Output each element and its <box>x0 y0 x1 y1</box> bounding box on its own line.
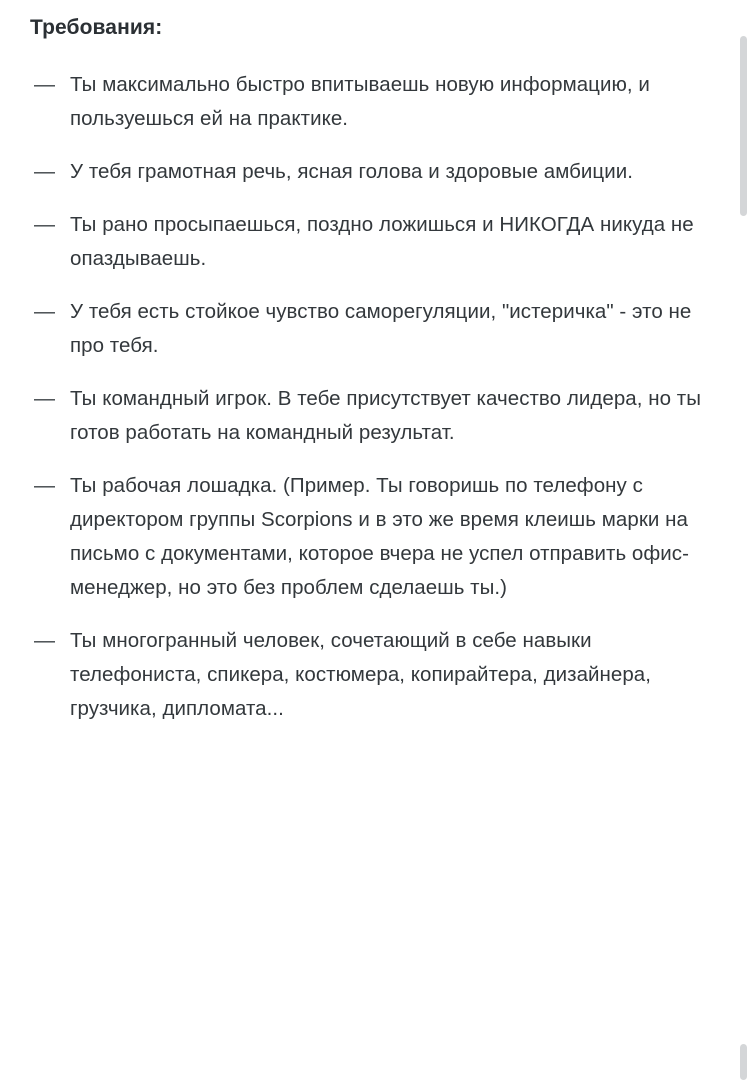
list-item <box>30 382 718 450</box>
vertical-scrollbar-thumb[interactable] <box>740 36 747 216</box>
dash-bullet-icon: — <box>34 387 55 410</box>
list-item <box>30 624 718 726</box>
list-item-text: Ты рано просыпаешься, поздно ложишься и НИКОГДА никуда не опаздываешь. <box>70 213 694 270</box>
list-item-text: У тебя грамотная речь, ясная голова и здоровые амбиции. <box>70 160 633 183</box>
list-item <box>30 295 718 363</box>
vertical-scrollbar-track[interactable] <box>738 0 748 1080</box>
vertical-scrollbar-thumb-secondary[interactable] <box>740 1044 747 1080</box>
dash-bullet-icon: — <box>34 629 55 652</box>
dash-bullet-icon: — <box>34 73 55 96</box>
list-item <box>30 469 718 605</box>
dash-bullet-icon: — <box>34 213 55 236</box>
list-item-text: Ты многогранный человек, сочетающий в себе навыки телефониста, спикера, костюмера, копирайтера, дизайнера, грузчика, дипломата... <box>70 629 651 720</box>
list-item-text: Ты максимально быстро впитываешь новую информацию, и пользуешься ей на практике. <box>70 73 650 130</box>
list-item <box>30 68 718 136</box>
dash-bullet-icon: — <box>34 160 55 183</box>
requirements-list <box>30 68 718 726</box>
dash-bullet-icon: — <box>34 474 55 497</box>
list-item <box>30 208 718 276</box>
page-title: Требования: <box>30 16 163 39</box>
list-item <box>30 155 718 189</box>
dash-bullet-icon: — <box>34 300 55 323</box>
list-item-text: Ты командный игрок. В тебе присутствует качество лидера, но ты готов работать на командный результат. <box>70 387 702 444</box>
list-item-text: Ты рабочая лошадка. (Пример. Ты говоришь по телефону с директором группы Scorpions и в это же время клеишь марки на письмо с документами, которое вчера не успел отправить офис-менеджер, но это без проблем сделаешь ты.) <box>70 474 689 599</box>
list-item-text: У тебя есть стойкое чувство саморегуляции, "истеричка" - это не про тебя. <box>70 300 692 357</box>
